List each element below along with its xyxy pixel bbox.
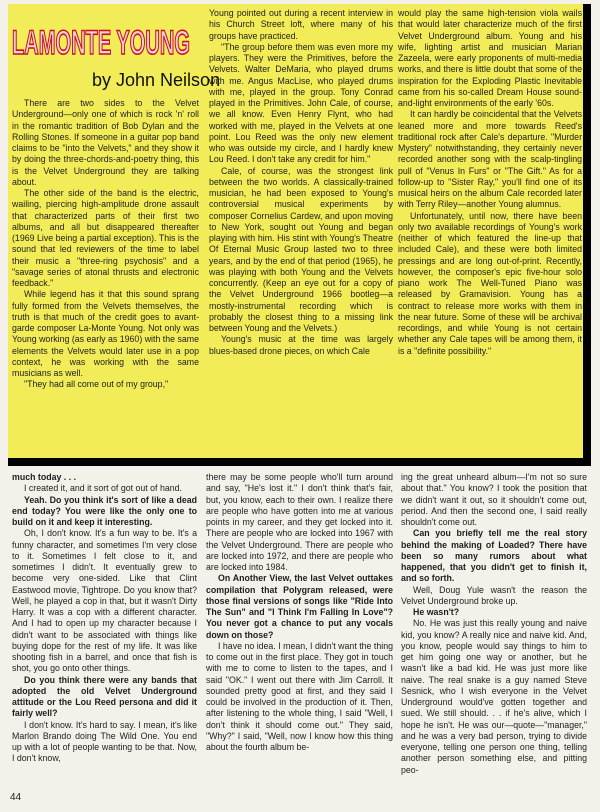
title-text: LAMONTE YOUNG (12, 24, 190, 62)
question: Yeah. Do you think it's sort of like a dead end today? You were like the only one to build on it and keep it interesting. (12, 494, 197, 527)
paragraph: It can hardly be coincidental that the Velvets leaned more and more towards Reed's traditional rock after Cale's departure. "Murder Mystery" notwithstanding, they certainly never recorded another song with the scalp-tingling pull of "Venus In Furs" or "The Gift." As for a follow-up to "Sister Ray," you'll find one of its musical heirs on the album Cale recorded later with Terry Riley—another Young alumnus. (398, 109, 582, 210)
question: On Another View, the last Velvet outtakes compilation that Polygram released, were those final versions of songs like "Ride Into The Sun" and "I Think I'm Falling In Love"? You never got a chance to put any vocals down on those? (206, 573, 393, 640)
paragraph: Unfortunately, until now, there have been only two available recordings of Young's work (neither of which featured the line-up that included Cale), and these were both limited pressings and are long out-of-print. Recently, however, the composer's epic five-hour solo piano work The Well-Tuned Piano was released by Gramavision. Young has a contract to release more works with them in the near future. Some of these will be archival recordings, and while Young is not certain whether any Cale tapes will be among them, it is a "definite possibility." (398, 210, 582, 356)
interview-column-2 (206, 472, 393, 753)
interview-column-3 (401, 472, 587, 776)
paragraph: Cale, of course, was the strongest link between the two worlds. A classically-trained musician, he had been exposed to Young's controversial musical experiments by composer Cornelius Cardew, and upon moving to New York, sought out Young and began playing with him. His stint with Young's Theatre Of Eternal Music Group lasted two to three years, and by the end of that period (1965), he was playing with both Young and the Velvets concurrently. (Keep an eye out for a copy of the Velvet Underground 1966 bootleg—a mostly-instrumental recording which is probably the closest thing to a missing link between Young and the Velvets.) (209, 165, 393, 333)
answer: No. He was just this really young and naive kid, you know? A really nice and naive kid. And, you know, people would say things to him to get him going one way or another, but he wasn't like a bad kid. He was just more like naive. The real snake is a guy named Steve Sesnick, who I wish everyone in the Velvet Underground would've gotten together and sued. We still should. . . if he's alive, which I hope he isn't. He was our—quote—"manager," and he was a very bad person, trying to divide everyone, telling one person one thing, telling another person something else, and pitting peo- (401, 618, 587, 775)
question: much today . . . (12, 472, 77, 482)
paragraph: would play the same high-tension viola wails that would later characterize much of the first Velvet Underground album. Young and his wife, lighting artist and musician Marian Zazeela, were early proponents of multi-media works, and there is little doubt that some of the inspiration for the Exploding Plastic Inevitable came from his so-called Dream House sound-and-light environments of the early '60s. (398, 8, 582, 108)
question: Do you think there were any bands that adopted the old Velvet Underground attitude or the Lou Reed persona and did it fairly well? (12, 674, 197, 719)
paragraph: While legend has it that this sound sprang fully formed from the Velvets themselves, the truth is that much of the credit goes to avant-garde composer La-Monte Young. Not only was Young working (as early as 1960) with the same elements the Velvets would later use in a pop context, he was working with the same musicians as well. (12, 289, 199, 378)
page-number: 44 (10, 792, 22, 803)
article-title (6, 8, 196, 64)
paragraph: "They had all come out of my group," (24, 379, 169, 390)
question: Can you briefly tell me the real story behind the making of Loaded? There have been so many rumors about what happened, that you didn't get to finish it, and so forth. (401, 528, 587, 584)
intro-column-3 (398, 8, 582, 357)
paragraph: Young's music at the time was largely blues-based drone pieces, on which Cale (209, 334, 393, 356)
interview-column-1 (12, 472, 197, 765)
answer: Oh, I don't know. It's a fun way to be. It's a funny character, and sometimes I'm very close to it. Sometimes I felt close to it, and sometimes I didn't. It eventually grew to become very one-sided. Like that Clint Eastwood movie, Tightrope. Do you know that? Well, he played a cop in that, but it wasn't Dirty Harry. It was a cop with a different character. And I had to open up my character because I didn't want to be associated with things like buying dope for the rest of my life. It was like shooting fish in a barrel, and once that fish is shot, you go onto other things. (12, 528, 197, 674)
intro-column-2 (209, 8, 393, 357)
answer: there may be some people who'll turn around and say, "He's lost it." I don't think that's fair, but, you know, each to their own. I realize there are people who have gotten into me at various points in my career, and they get locked into it. There are people who are locked into 1967 with the Velvet Underground. There are people who are locked into 1972, and there are people who are locked into 1984. (206, 472, 393, 572)
title-graphic (6, 8, 196, 64)
answer: ing the great unheard album—I'm not so sure about that." You know? I took the position that we didn't want it out, so it shouldn't come out, period. And then the second one, I said really shouldn't come out. (401, 472, 587, 527)
intro-column-1 (12, 98, 199, 391)
paragraph: Young pointed out during a recent interview in his Church Street loft, where many of his groups have practiced. (209, 8, 393, 41)
question: He wasn't? (413, 607, 460, 617)
answer: Well, Doug Yule wasn't the reason the Velvet Underground broke up. (401, 584, 587, 606)
answer: I don't know. It's hard to say. I mean, it's like Marlon Brando doing The Wild One. You end up with a lot of people wanting to be that. Now, I don't know, (12, 719, 197, 764)
paragraph: "The group before them was even more my players. They were the Primitives, before the Velvets. Walter DeMaria, who played drums with me. Angus MacLise, who played drums with me, played in the group. Tony Conrad played in the Primitives. John Cale, of course, we all know. Even Henry Flynt, who had worked with me, played in the Velvets at one point. Lou Reed was the only new element who was outside my circle, and I hardly knew Lou Reed. I don't take any credit for him." (209, 41, 393, 165)
byline: by John Neilson (92, 70, 221, 90)
paragraph: There are two sides to the Velvet Underground—only one of which is rock 'n' roll in the romantic tradition of Bob Dylan and the Rolling Stones. If someone in a guitar pop band claims to be "into the Velvets," and they show it by doing the three-chords-and-poetry thing, this is the Velvet Underground they are talking about. (12, 98, 199, 187)
answer: I created it, and it sort of got out of hand. (24, 483, 182, 494)
answer: I have no idea. I mean, I didn't want the thing to come out in the first place. They got in touch with me to come to listen to the tapes, and I said "OK." I went out there with Jim Carroll. It sounded pretty good at first, and they said I could be involved in the production of it. Then, after listening to the whole thing, I said "Well, I don't think it should come out." They said, "Why?" I said, "Well, now I know how this thing about the fourth album be- (206, 640, 393, 752)
paragraph: The other side of the band is the electric, wailing, piercing high-amplitude drone assault that characterized parts of their first two albums, and all but disappeared thereafter (1969 Live being a partial exception). This is the sound that led reviewers of the time to label their music a "three-ring psychosis" and a "savage series of atonal thrusts and electronic feedback." (12, 188, 199, 288)
